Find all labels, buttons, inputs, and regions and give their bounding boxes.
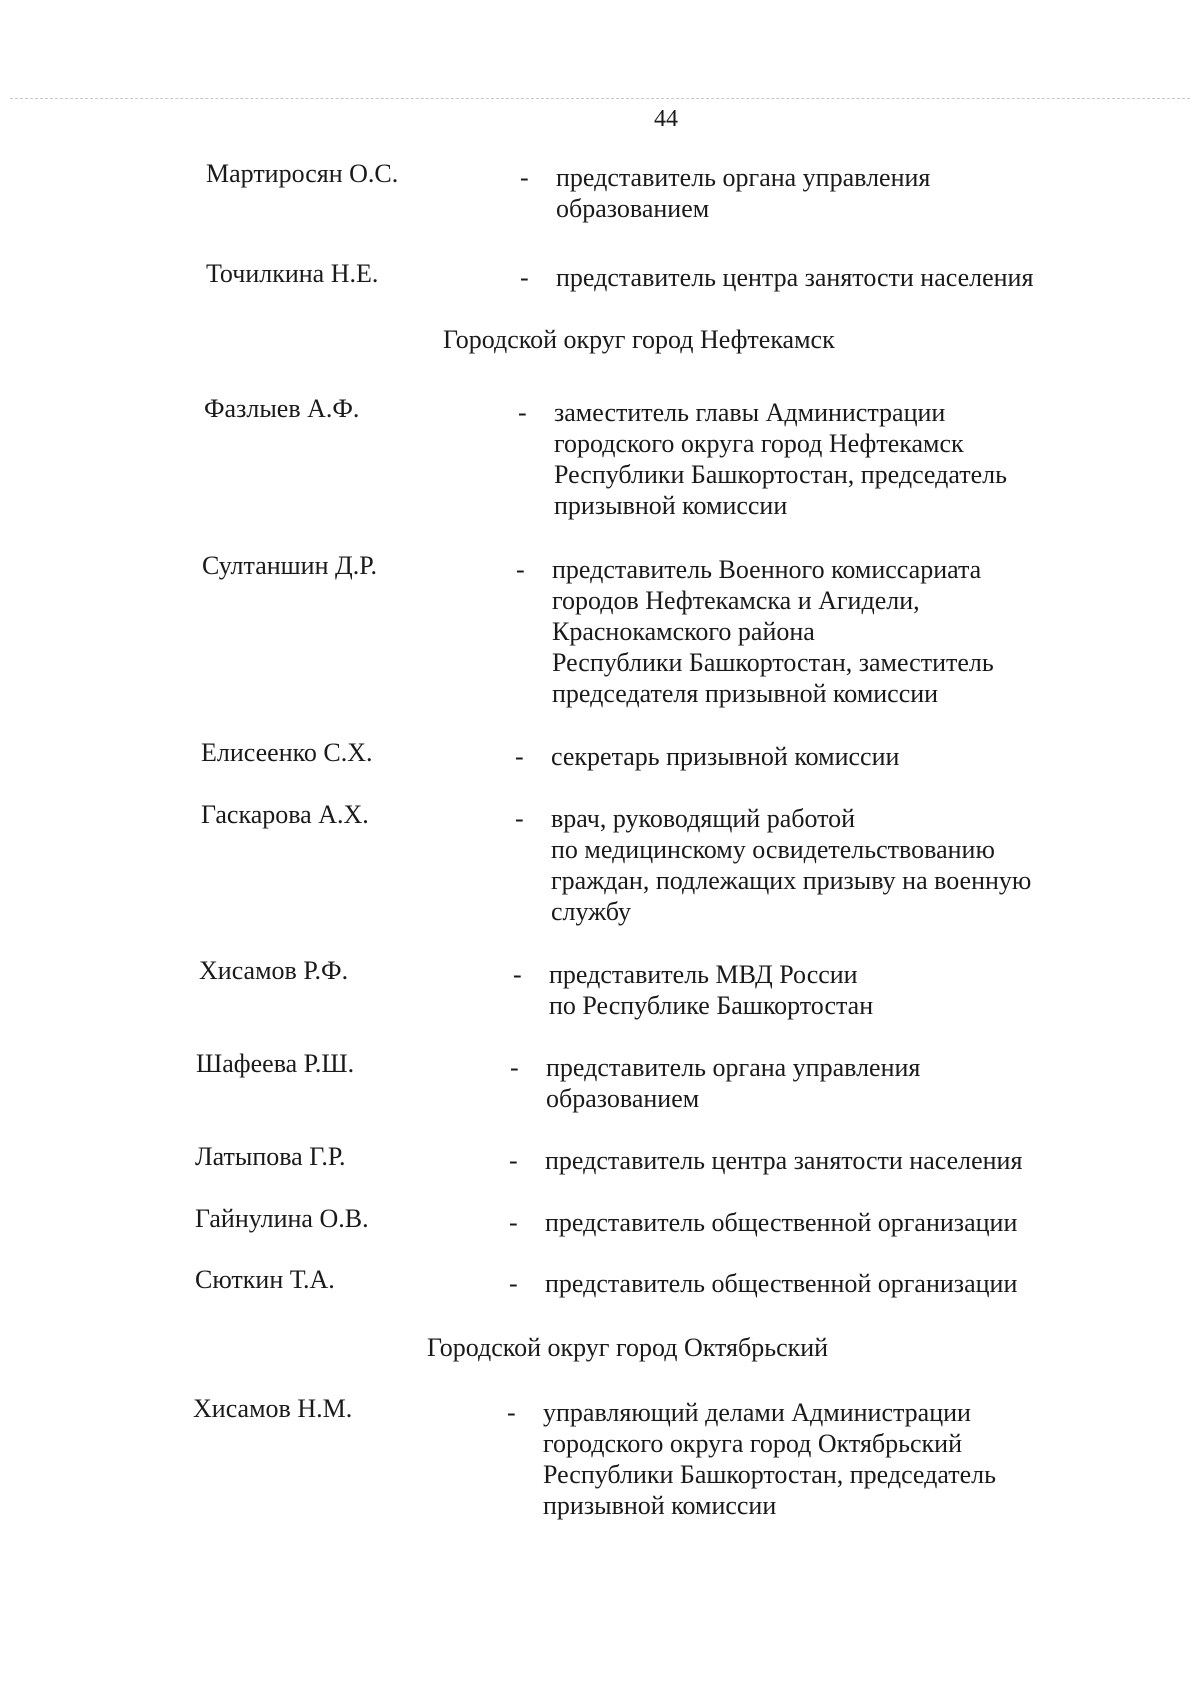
section-heading: Городской округ город Октябрьский <box>427 1333 829 1362</box>
member-role: представитель центра занятости населения <box>545 1146 1023 1175</box>
member-name: Латыпова Г.Р. <box>195 1142 346 1171</box>
member-name: Мартиросян О.С. <box>206 159 399 188</box>
separator-dash: - <box>513 960 522 989</box>
member-name: Шафеева Р.Ш. <box>196 1049 355 1078</box>
separator-dash: - <box>516 555 525 584</box>
member-name: Гаскарова А.Х. <box>201 800 369 829</box>
member-name: Хисамов Н.М. <box>193 1394 353 1423</box>
member-role: представитель МВД России по Республике Башкортостан <box>549 960 874 1020</box>
member-role: представитель общественной организации <box>545 1208 1018 1237</box>
separator-dash: - <box>507 1398 516 1427</box>
member-name: Сюткин Т.А. <box>195 1265 335 1294</box>
member-role: заместитель главы Администрации городского округа город Нефтекамск Республики Башкортостан, председатель призывной комиссии <box>554 398 1007 520</box>
member-name: Хисамов Р.Ф. <box>199 956 349 985</box>
separator-dash: - <box>515 804 524 833</box>
member-role: представитель Военного комиссариата городов Нефтекамска и Агидели, Краснокамского района Республики Башкортостан, заместитель председателя призывной комиссии <box>552 555 994 708</box>
member-role: секретарь призывной комиссии <box>551 742 900 771</box>
member-name: Точилкина Н.Е. <box>206 259 379 288</box>
member-role: представитель центра занятости населения <box>556 263 1034 292</box>
separator-dash: - <box>510 1053 519 1082</box>
member-role: представитель органа управления образованием <box>556 163 931 223</box>
separator-dash: - <box>520 263 529 292</box>
member-name: Султаншин Д.Р. <box>202 551 377 580</box>
member-name: Елисеенко С.Х. <box>201 738 373 767</box>
member-role: управляющий делами Администрации городского округа город Октябрьский Республики Башкортостан, председатель призывной комиссии <box>543 1398 996 1520</box>
separator-dash: - <box>518 398 527 427</box>
scan-edge-line <box>10 98 1190 99</box>
member-name: Фазлыев А.Ф. <box>204 394 360 423</box>
page-number: 44 <box>654 106 678 132</box>
separator-dash: - <box>509 1208 518 1237</box>
member-role: врач, руководящий работой по медицинскому освидетельствованию граждан, подлежащих призыву на военную службу <box>551 804 1032 926</box>
member-role: представитель общественной организации <box>545 1269 1018 1298</box>
separator-dash: - <box>509 1146 518 1175</box>
separator-dash: - <box>515 742 524 771</box>
member-role: представитель органа управления образованием <box>546 1053 921 1113</box>
separator-dash: - <box>520 163 529 192</box>
section-heading: Городской округ город Нефтекамск <box>443 325 835 354</box>
member-name: Гайнулина О.В. <box>195 1204 369 1233</box>
separator-dash: - <box>509 1269 518 1298</box>
